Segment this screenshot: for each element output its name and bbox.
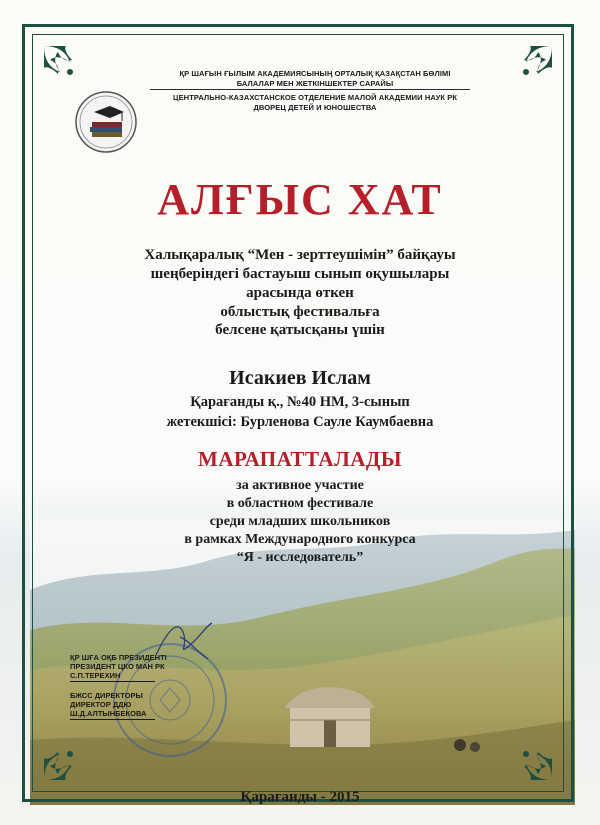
recipient-school: Қарағанды қ., №40 НМ, 3-сынып: [190, 394, 410, 410]
signatory-title-ru: ДИРЕКТОР ДДЮ: [70, 700, 132, 709]
russian-text-line: за активное участие: [236, 478, 364, 493]
recipient-name: Исакиев Ислам: [229, 367, 371, 389]
signatory-title-ru: ПРЕЗИДЕНТ ЦКО МАН РК: [70, 662, 165, 671]
russian-text-line: “Я - исследователь”: [236, 550, 364, 565]
signatory-name: Ш.Д.АЛТЫНБЕКОВА: [70, 709, 147, 718]
header-line-4: ДВОРЕЦ ДЕТЕЙ И ЮНОШЕСТВА: [253, 103, 377, 112]
award-heading: МАРАПАТТАЛАДЫ: [198, 447, 402, 471]
corner-ornament-icon: [40, 720, 104, 784]
russian-text-line: в рамках Международного конкурса: [184, 532, 416, 547]
header-line-1: ҚР ШАҒЫН ҒЫЛЫМ АКАДЕМИЯСЫНЫҢ ОРТАЛЫҚ ҚАЗАҚСТАН БӨЛІМІ: [179, 69, 451, 78]
signatory-name: С.П.ТЕРЕХИН: [70, 671, 121, 680]
certificate-title: АЛҒЫС ХАТ: [157, 175, 443, 224]
header-line-2: БАЛАЛАР МЕН ЖЕТКІНШЕКТЕР САРАЙЫ: [236, 79, 394, 88]
first-signatory: [70, 653, 167, 680]
kazakh-text-line: шеңберіндегі бастауыш сынып оқушылары: [150, 266, 450, 282]
signatory-title-kz: ҚР ШҒА ОҚБ ПРЕЗИДЕНТІ: [70, 653, 167, 662]
header-divider: [150, 89, 470, 90]
corner-ornament-icon: [492, 720, 556, 784]
signature-line: [70, 719, 155, 720]
signatory-title-kz: БЖСС ДИРЕКТОРЫ: [70, 691, 143, 700]
kazakh-text-line: белсене қатысқаны үшін: [215, 322, 385, 338]
kazakh-text-line: арасында өткен: [246, 285, 354, 301]
header-line-3: ЦЕНТРАЛЬНО-КАЗАХСТАНСКОЕ ОТДЕЛЕНИЕ МАЛОЙ АКАДЕМИИ НАУК РК: [173, 93, 457, 102]
kazakh-text-line: облыстық фестивальға: [220, 304, 380, 320]
signature-line: [70, 681, 155, 682]
russian-text-line: среди младших школьников: [209, 514, 391, 529]
russian-text-line: в областном фестивале: [226, 496, 374, 511]
kazakh-text-line: Халықаралық “Мен - зерттеушімін” байқауы: [144, 247, 456, 263]
recipient-supervisor: жетекшісі: Бурленова Сауле Каумбаевна: [166, 414, 434, 430]
footer-place-year: Қарағанды - 2015: [240, 789, 360, 805]
second-signatory: [70, 691, 146, 718]
